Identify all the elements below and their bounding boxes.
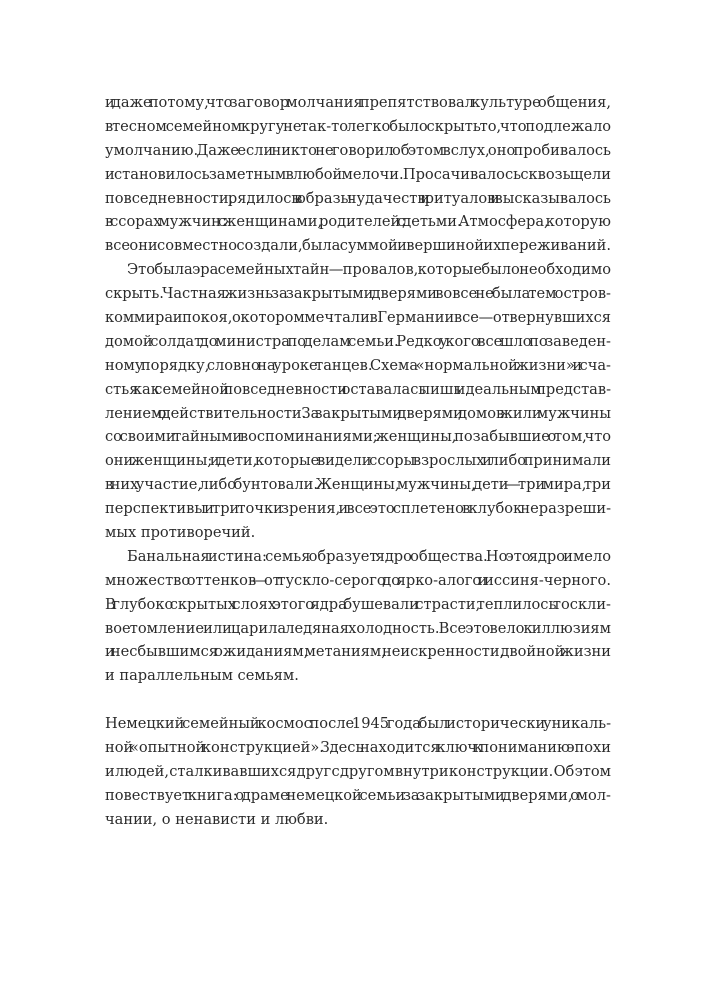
text-line: они женщины; и дети, которые видели ссоры взрослых и либо принимали (105, 452, 611, 470)
text-line: в ссорах мужчин с женщинами, родителей с детьми. Атмосфера, которую (105, 213, 611, 231)
body-text (105, 91, 611, 832)
text-line: и людей, сталкивавшихся друг с другом внутри конструкции. Об этом (105, 762, 611, 780)
text-line: домой солдат до министра по делам семьи. Редко у кого все шло по заведен- (105, 332, 611, 350)
text-line: Это была эра семейных тайн — провалов, которые было необходимо (127, 261, 611, 279)
paragraph (105, 545, 611, 688)
text-line: умолчанию. Даже если никто не говорил об этом вслух, оно пробивалось (105, 141, 611, 159)
text-line: и параллельным семьям. (105, 667, 299, 685)
text-line: стья как семейной повседневности оставалась лишь идеальным представ- (105, 380, 611, 398)
text-line: повседневности, рядилось в образы чудачеств и ритуалов и высказывалось (105, 189, 611, 207)
text-line: и становилось заметным в любой мелочи. Просачивалось сквозь щели (105, 165, 611, 183)
text-line: множество оттенков — от тускло-серого до ярко-алого и иссиня-черного. (105, 571, 611, 589)
text-line: повествует книга: о драме немецкой семьи за закрытыми дверями, о мол- (105, 786, 611, 804)
text-line: со своими тайными воспоминаниями; женщины, позабывшие о том, что (105, 428, 611, 446)
text-line: все они совместно создали, была суммой и вершиной их переживаний. (105, 237, 611, 255)
text-line: перспективы и три точки зрения, и все это сплетено в клубок неразреши- (105, 500, 611, 518)
paragraph (105, 91, 611, 258)
text-line: мых противоречий. (105, 524, 256, 542)
text-line: скрыть. Частная жизнь за закрытыми дверями вовсе не была тем остров- (105, 285, 611, 303)
text-line: ному порядку, словно на уроке танцев. Схема «нормальной жизни» и сча- (105, 356, 611, 374)
text-line: и даже потому, что заговор молчания препятствовал культуре общения, (105, 94, 611, 111)
text-line: лением о действительности. За закрытыми дверями домов жили мужчины (105, 404, 611, 422)
text-line: вое томление или царила ледяная холодность. Все это вело к иллюзиям (105, 619, 611, 637)
text-line: Немецкий семейный космос после 1945 года был исторически уникаль- (105, 715, 611, 733)
paragraph-gap (105, 688, 611, 712)
text-line: в них участие, либо бунтовали. Женщины, мужчины, дети — три мира, три (105, 476, 611, 494)
text-line: в тесном семейном кругу не так-то легко было скрыть то, что подлежало (105, 117, 611, 135)
text-line: Банальная истина: семья образует ядро общества. Но это ядро имело (127, 547, 611, 565)
paragraph (105, 712, 611, 831)
text-line: чании, о ненависти и любви. (105, 810, 329, 828)
text-line: ной «опытной конструкцией». Здесь находится ключ к пониманию эпохи (105, 739, 611, 757)
text-line: В глубоко скрытых слоях этого ядра бушевали страсти, теплилось тоскли- (105, 595, 611, 613)
text-line: и несбывшимся ожиданиям, метаниям, неискренности, двойной жизни (105, 643, 611, 661)
paragraph (105, 258, 611, 545)
text-line: ком мира и покоя, о котором мечтали в Германии все — от вернувшихся (105, 309, 611, 327)
